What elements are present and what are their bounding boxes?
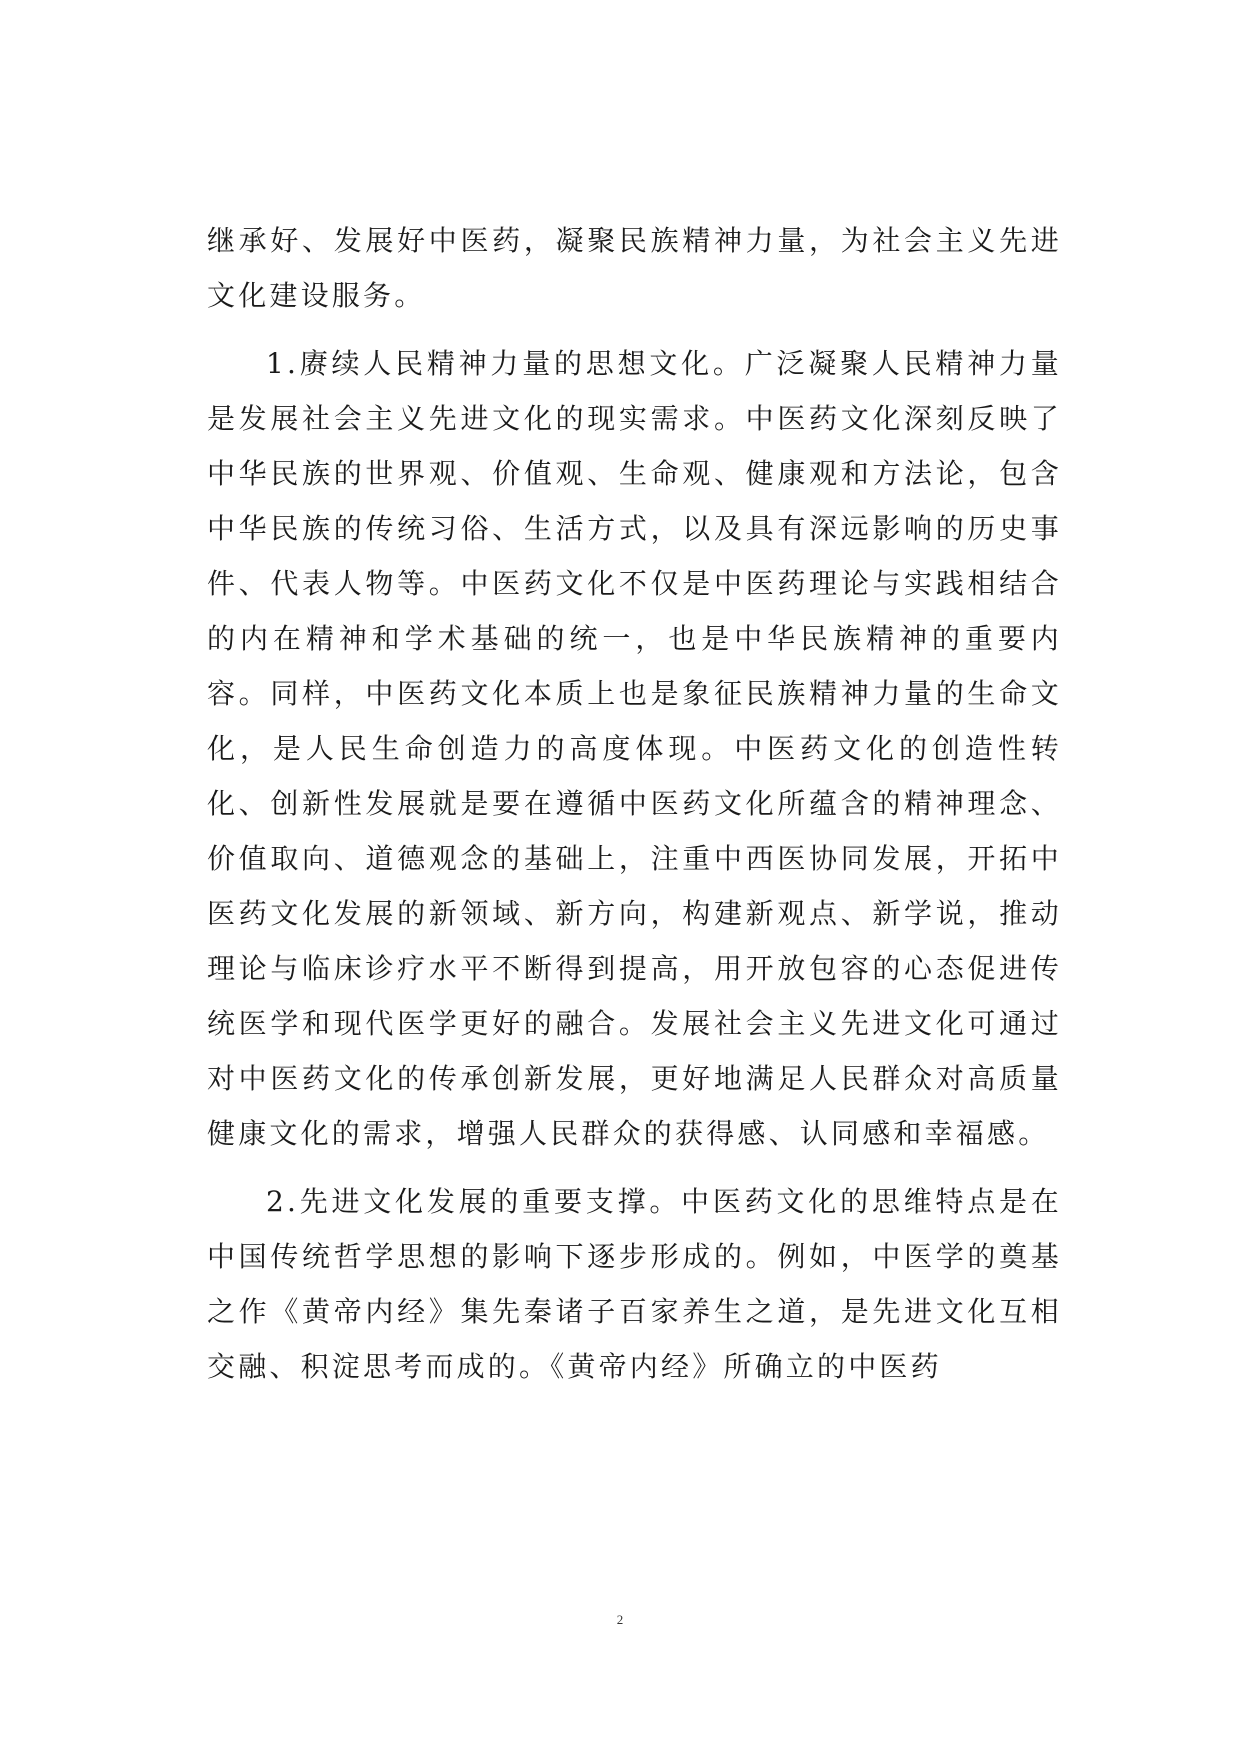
page-number: 2 — [616, 1612, 624, 1627]
paragraph-continuation: 继承好、发展好中医药，凝聚民族精神力量，为社会主义先进文化建设服务。 — [207, 224, 1062, 312]
body-text — [207, 213, 1062, 1394]
paragraph-point-1: 1.赓续人民精神力量的思想文化。广泛凝聚人民精神力量是发展社会主义先进文化的现实需求。中医药文化深刻反映了中华民族的世界观、价值观、生命观、健康观和方法论，包含中华民族的传统习俗、生活方式，以及具有深远影响的历史事件、代表人物等。中医药文化不仅是中医药理论与实践相结合的内在精神和学术基础的统一，也是中华民族精神的重要内容。同样，中医药文化本质上也是象征民族精神力量的生命文化，是人民生命创造力的高度体现。中医药文化的创造性转化、创新性发展就是要在遵循中医药文化所蕴含的精神理念、价值取向、道德观念的基础上，注重中西医协同发展，开拓中医药文化发展的新领域、新方向，构建新观点、新学说，推动理论与临床诊疗水平不断得到提高，用开放包容的心态促进传统医学和现代医学更好的融合。发展社会主义先进文化可通过对中医药文化的传承创新发展，更好地满足人民群众对高质量健康文化的需求，增强人民群众的获得感、认同感和幸福感。 — [207, 347, 1062, 1150]
paragraph-point-2: 2.先进文化发展的重要支撑。中医药文化的思维特点是在中国传统哲学思想的影响下逐步形成的。例如，中医学的奠基之作《黄帝内经》集先秦诸子百家养生之道，是先进文化互相交融、积淀思考而成的。《黄帝内经》所确立的中医药 — [207, 1185, 1062, 1383]
